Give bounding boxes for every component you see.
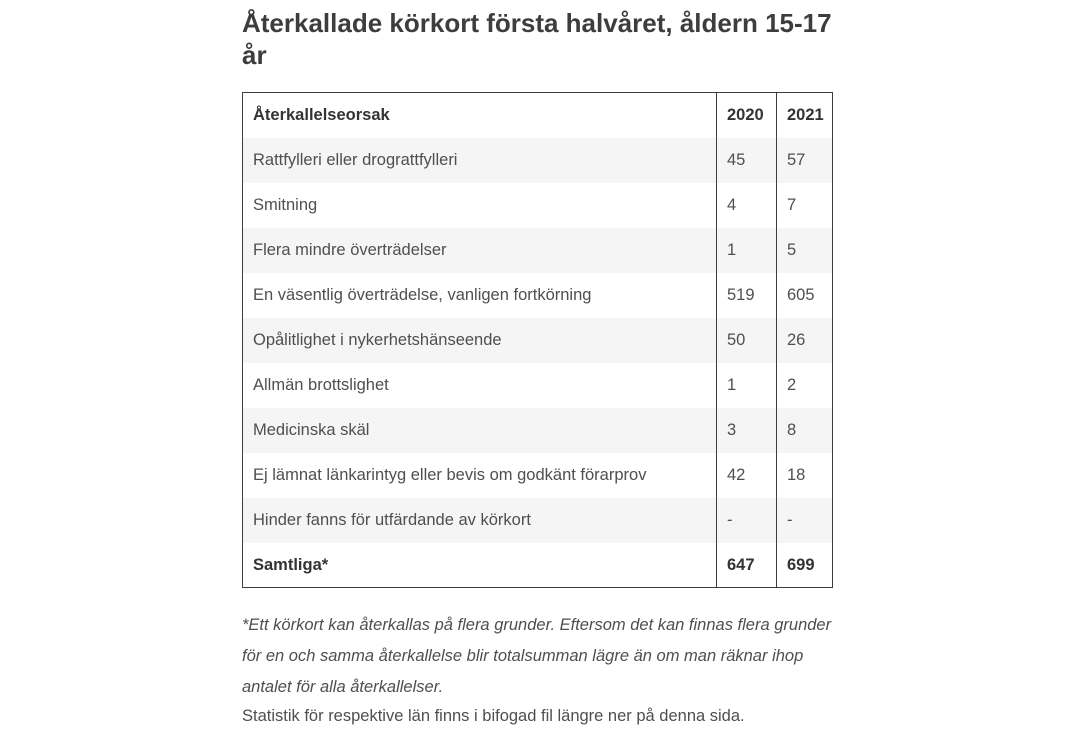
cell-reason: Samtliga* bbox=[253, 555, 329, 574]
cell-2020: 42 bbox=[717, 453, 777, 498]
cell-2020: 45 bbox=[717, 138, 777, 183]
cell-2020: 4 bbox=[717, 183, 777, 228]
header-reason: Återkallelseorsak bbox=[253, 106, 390, 125]
header-2021: 2021 bbox=[777, 93, 833, 138]
cell-2021: 26 bbox=[777, 318, 833, 363]
table-row bbox=[243, 408, 833, 453]
table-header-row bbox=[243, 93, 833, 138]
table-body bbox=[243, 138, 833, 588]
cell-2021: 7 bbox=[777, 183, 833, 228]
cell-reason: Hinder fanns för utfärdande av körkort bbox=[253, 510, 531, 529]
cell-2020: 519 bbox=[717, 273, 777, 318]
cell-2020: 50 bbox=[717, 318, 777, 363]
cell-reason: Allmän brottslighet bbox=[253, 375, 389, 394]
asterisk-footnote: *Ett körkort kan återkallas på flera grunder. Eftersom det kan finnas flera grunder för en och samma återkallelse blir totalsumman lägre än om man räknar ihop antalet för alla återkallelser. bbox=[242, 616, 832, 697]
content-column bbox=[242, 8, 842, 730]
cell-2020: - bbox=[717, 498, 777, 543]
cell-2021: 57 bbox=[777, 138, 833, 183]
cell-reason: Rattfylleri eller drograttfylleri bbox=[253, 150, 458, 169]
table-row bbox=[243, 498, 833, 543]
cell-2021: 18 bbox=[777, 453, 833, 498]
cell-2020: 1 bbox=[717, 228, 777, 273]
table-row bbox=[243, 183, 833, 228]
cell-2021: 605 bbox=[777, 273, 833, 318]
cell-2020: 3 bbox=[717, 408, 777, 453]
cell-reason: Opålitlighet i nykerhetshänseende bbox=[253, 330, 502, 349]
cell-2021: 2 bbox=[777, 363, 833, 408]
cell-reason: Medicinska skäl bbox=[253, 420, 370, 439]
table-row bbox=[243, 543, 833, 588]
cell-reason: Smitning bbox=[253, 195, 318, 214]
statistics-note: Statistik för respektive län finns i bifogad fil längre ner på denna sida. bbox=[242, 706, 745, 725]
table-row bbox=[243, 138, 833, 183]
cell-2021: - bbox=[777, 498, 833, 543]
table-row bbox=[243, 228, 833, 273]
cell-2021: 5 bbox=[777, 228, 833, 273]
header-2020: 2020 bbox=[717, 93, 777, 138]
footnotes-section bbox=[242, 610, 842, 730]
revoked-licenses-table bbox=[242, 92, 833, 588]
table-row bbox=[243, 318, 833, 363]
cell-2020: 647 bbox=[717, 543, 777, 588]
table-row bbox=[243, 453, 833, 498]
table-row bbox=[243, 273, 833, 318]
cell-reason: En väsentlig överträdelse, vanligen fortkörning bbox=[253, 285, 592, 304]
table-row bbox=[243, 363, 833, 408]
cell-reason: Ej lämnat länkarintyg eller bevis om godkänt förarprov bbox=[253, 465, 647, 484]
cell-2021: 699 bbox=[777, 543, 833, 588]
cell-2021: 8 bbox=[777, 408, 833, 453]
cell-reason: Flera mindre överträdelser bbox=[253, 240, 447, 259]
cell-2020: 1 bbox=[717, 363, 777, 408]
page-title: Återkallade körkort första halvåret, åldern 15-17 år bbox=[242, 8, 832, 70]
